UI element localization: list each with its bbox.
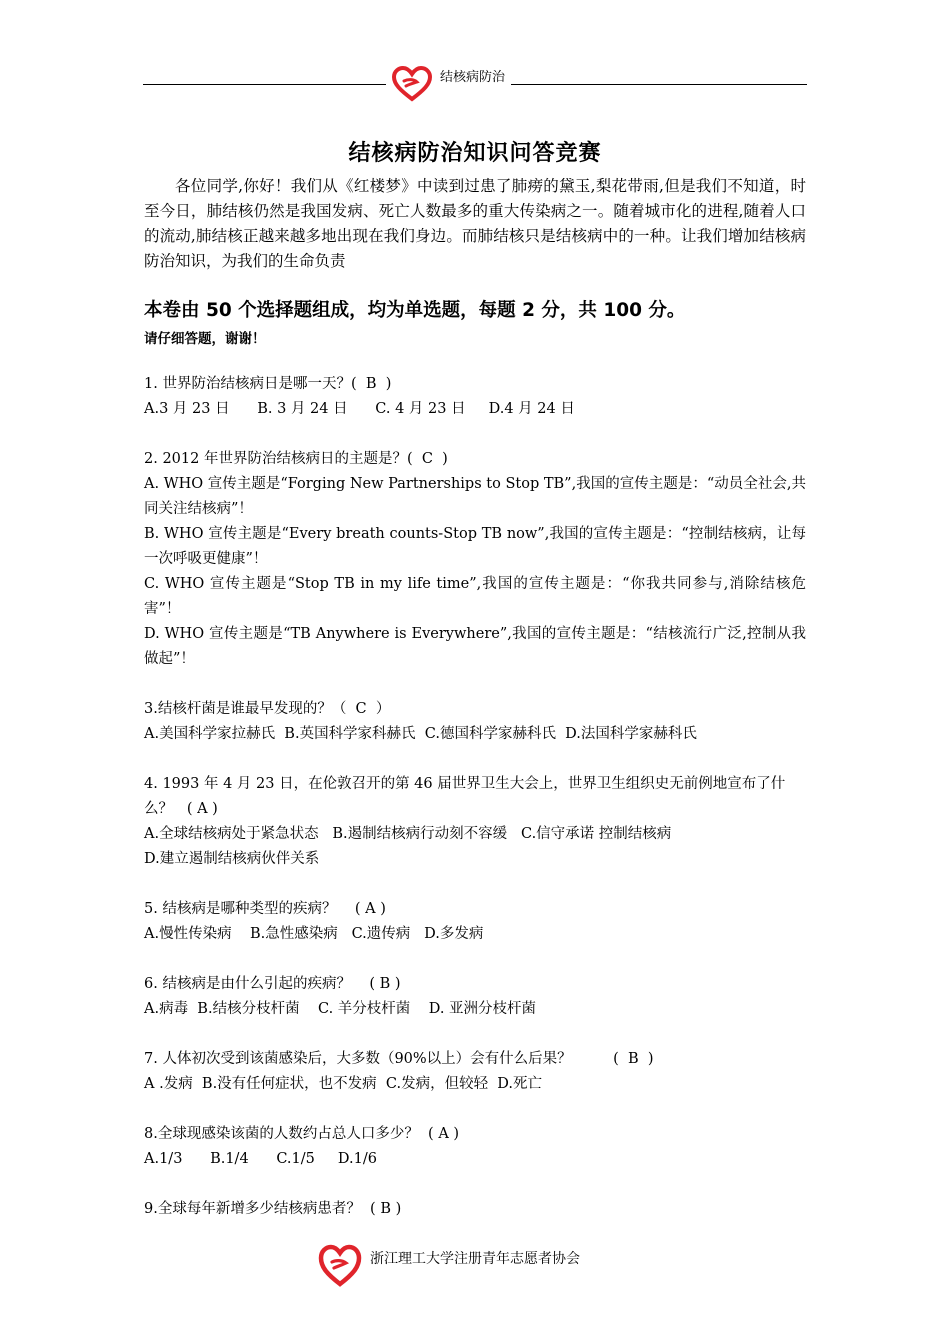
- page-footer: [318, 1238, 718, 1298]
- question-9: [144, 1197, 806, 1222]
- footer-label: 浙江理工大学注册青年志愿者协会: [370, 1251, 580, 1267]
- question-text: 5. 结核病是哪种类型的疾病？ ( A ): [144, 901, 386, 917]
- question-5: [144, 897, 806, 947]
- question-options: A.慢性传染病 B.急性感染病 C.遗传病 D.多发病: [144, 926, 484, 942]
- question-options: A.全球结核病处于紧急状态 B.遏制结核病行动刻不容缓 C.信守承诺 控制结核病: [144, 826, 672, 842]
- intro-paragraph: [144, 174, 806, 274]
- question-8: [144, 1122, 806, 1172]
- question-3: [144, 697, 806, 747]
- question-1: [144, 372, 806, 422]
- question-options: A .发病 B.没有任何症状，也不发病 C.发病，但较轻 D.死亡: [144, 1076, 543, 1092]
- header-label: 结核病防治: [438, 66, 511, 85]
- question-options: A.美国科学家拉赫氏 B.英国科学家科赫氏 C.德国科学家赫科氏 D.法国科学家赫科氏: [144, 726, 697, 742]
- page-header: [143, 62, 807, 102]
- option-a: A. WHO 宣传主题是“Forging New Partnerships to Stop TB”,我国的宣传主题是：“动员全社会,共同关注结核病”！: [144, 476, 806, 517]
- document-title: 结核病防治知识问答竞赛: [348, 140, 602, 166]
- question-text: 9.全球每年新增多少结核病患者？ ( B ): [144, 1201, 402, 1217]
- question-text: 3.结核杆菌是谁最早发现的？（ C ）: [144, 701, 391, 717]
- question-text: 4. 1993 年 4 月 23 日，在伦敦召开的第 46 届世界卫生大会上，世界卫生组织史无前例地宣布了什么？ ( A ): [144, 776, 786, 817]
- question-options: A.3 月 23 日 B. 3 月 24 日 C. 4 月 23 日 D.4 月 24 日: [144, 401, 575, 417]
- question-2: [144, 447, 806, 672]
- question-7: [144, 1047, 806, 1097]
- question-text: 7. 人体初次受到该菌感染后，大多数（90%以上）会有什么后果？ ( B ): [144, 1051, 654, 1067]
- rules-sub: 请仔细答题，谢谢！: [144, 331, 266, 347]
- question-list: [144, 372, 806, 1247]
- question-6: [144, 972, 806, 1022]
- option-b: B. WHO 宣传主题是“Every breath counts-Stop TB now”,我国的宣传主题是：“控制结核病，让每一次呼吸更健康”！: [144, 526, 806, 567]
- question-text: 1. 世界防治结核病日是哪一天？( B ): [144, 376, 392, 392]
- question-text: 2. 2012 年世界防治结核病日的主题是？( C ): [144, 451, 448, 467]
- question-4: [144, 772, 806, 872]
- red-heart-hand-icon: [386, 66, 442, 102]
- question-options: A.1/3 B.1/4 C.1/5 D.1/6: [144, 1151, 377, 1167]
- option-d: D. WHO 宣传主题是“TB Anywhere is Everywhere”,我国的宣传主题是：“结核流行广泛,控制从我做起”！: [144, 626, 806, 667]
- question-options-cont: D.建立遏制结核病伙伴关系: [144, 851, 320, 867]
- option-c: C. WHO 宣传主题是“Stop TB in my life time”,我国的宣传主题是：“你我共同参与,消除结核危害”！: [144, 576, 806, 617]
- question-text: 6. 结核病是由什么引起的疾病？ ( B ): [144, 976, 401, 992]
- question-text: 8.全球现感染该菌的人数约占总人口多少？ ( A ): [144, 1126, 460, 1142]
- red-heart-hand-icon: [318, 1244, 362, 1288]
- rules-main: 本卷由 50 个选择题组成，均为单选题，每题 2 分，共 100 分。: [144, 300, 686, 321]
- intro-text: 各位同学,你好！我们从《红楼梦》中读到过患了肺痨的黛玉,梨花带雨,但是我们不知道，时至今日，肺结核仍然是我国发病、死亡人数最多的重大传染病之一。随着城市化的进程,随着人口的流动,肺结核正越来越多地出现在我们身边。而肺结核只是结核病中的一种。让我们增加结核病防治知识，为我们的生命负责: [144, 177, 806, 270]
- question-options: A.病毒 B.结核分枝杆菌 C. 羊分枝杆菌 D. 亚洲分枝杆菌: [144, 1001, 537, 1017]
